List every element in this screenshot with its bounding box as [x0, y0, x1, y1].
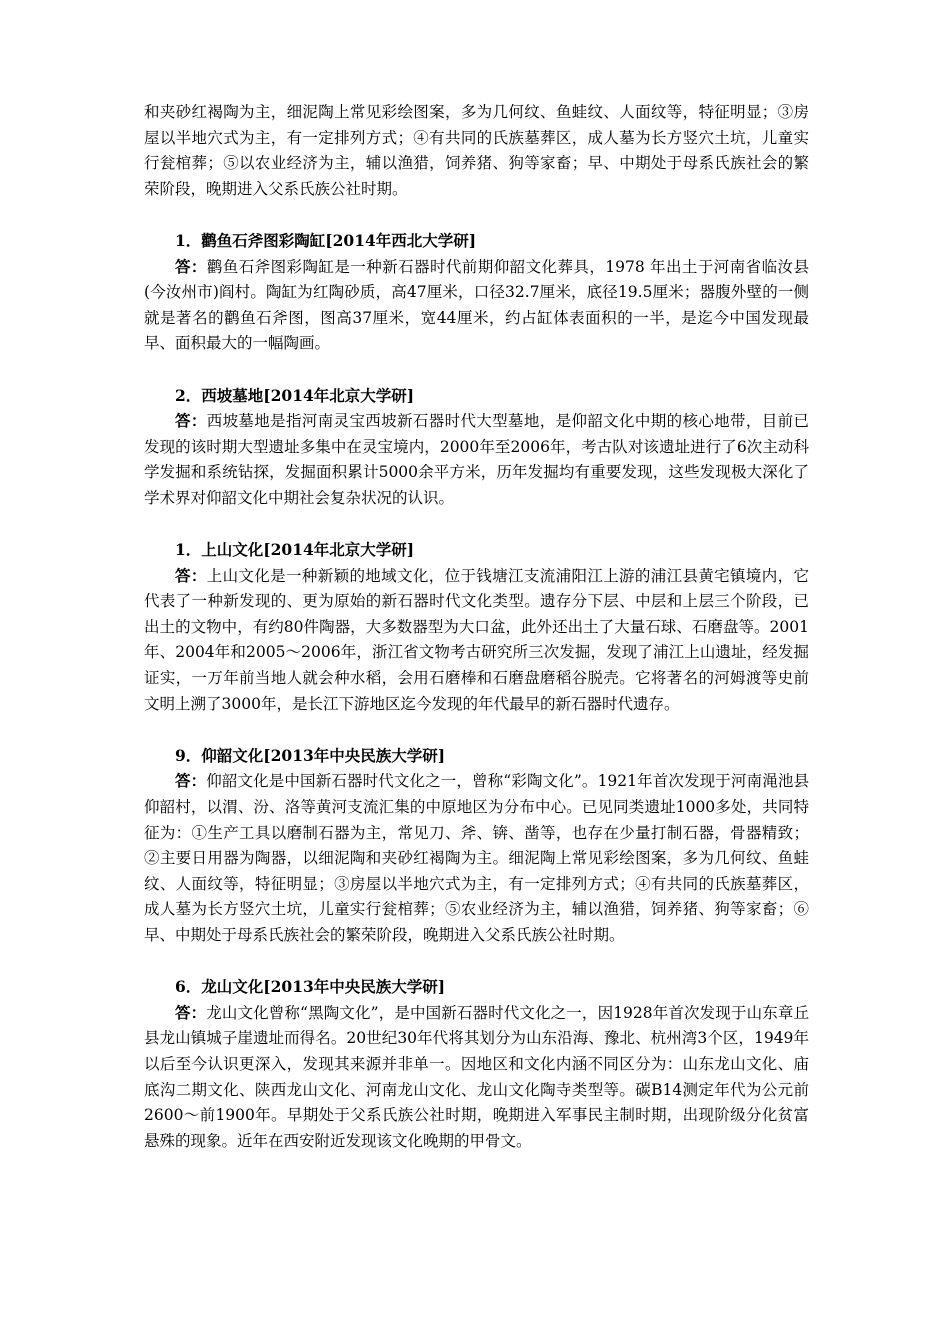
entry-heading-2: 2．西坡墓地[2014年北京大学研] [175, 385, 415, 405]
answer-label: 答： [175, 771, 207, 791]
answer-label: 答： [175, 411, 207, 431]
answer-text: 西坡墓地是指河南灵宝西坡新石器时代大型墓地，是仰韶文化中期的核心地带，目前已发现的该时期大型遗址多集中在灵宝境内，2000年至2006年，考古队对该遗址进行了6次主动科学发掘和系统钻探，发掘面积累计5000余平方米，历年发掘均有重要发现，这些发现极大深化了学术界对仰韶文化中期社会复杂状况的认识。 [144, 412, 809, 507]
entry-answer-5 [144, 1000, 809, 1155]
answer-text: 鹳鱼石斧图彩陶缸是一种新石器时代前期仰韶文化葬具，1978 年出土于河南省临汝县(今汝州市)阎村。陶缸为红陶砂质，高47厘米，口径32.7厘米，底径19.5厘米；器腹外壁的一侧就是著名的鹳鱼石斧图，图高37厘米，宽44厘米，约占缸体表面积的一半，是迄今中国发现最早、面积最大的一幅陶画。 [144, 257, 809, 353]
entry-heading-4: 9．仰韶文化[2013年中央民族大学研] [175, 745, 446, 765]
entry-answer-3 [144, 563, 809, 718]
entry-heading-1: 1．鹳鱼石斧图彩陶缸[2014年西北大学研] [175, 230, 477, 250]
answer-label: 答： [175, 256, 207, 276]
entry-answer-2 [144, 408, 809, 511]
entry-answer-1 [144, 254, 809, 357]
answer-text: 上山文化是一种新颖的地域文化，位于钱塘江支流浦阳江上游的浦江县黄宅镇境内，它代表了一种新发现的、更为原始的新石器时代文化类型。遗存分下层、中层和上层三个阶段，已出土的文物中，有约80件陶器，大多数器型为大口盆，此外还出土了大量石球、石磨盘等。2001年、2004年和2005～2006年，浙江省文物考古研究所三次发掘，发现了浦江上山遗址，经发掘证实，一万年前当地人就会种水稻，会用石磨棒和石磨盘磨稻谷脱壳。它将著名的河姆渡等史前文明上溯了3000年，是长江下游地区迄今发现的年代最早的新石器时代遗存。 [144, 566, 809, 713]
entry-answer-4 [144, 768, 809, 948]
answer-text: 仰韶文化是中国新石器时代文化之一，曾称“彩陶文化”。1921年首次发现于河南渑池县仰韶村，以渭、汾、洛等黄河支流汇集的中原地区为分布中心。已见同类遗址1000多处，共同特征为：①生产工具以磨制石器为主，常见刀、斧、锛、凿等，也存在少量打制石器，骨器精致；②主要日用器为陶器，以细泥陶和夹砂红褐陶为主。细泥陶上常见彩绘图案，多为几何纹、鱼蛙纹、人面纹等，特征明显；③房屋以半地穴式为主，有一定排列方式；④有共同的氏族墓葬区，成人墓为长方竖穴土坑，儿童实行瓮棺葬；⑤农业经济为主，辅以渔猎，饲养猪、狗等家畜；⑥早、中期处于母系氏族社会的繁荣阶段，晚期进入父系氏族公社时期。 [144, 772, 809, 944]
answer-label: 答： [175, 565, 207, 585]
answer-label: 答： [175, 1002, 207, 1022]
document-page [144, 100, 809, 1154]
entry-heading-5: 6．龙山文化[2013年中央民族大学研] [175, 977, 446, 997]
entry-heading-3: 1．上山文化[2014年北京大学研] [175, 540, 415, 560]
answer-text: 龙山文化曾称“黑陶文化”，是中国新石器时代文化之一，因1928年首次发现于山东章丘县龙山镇城子崖遗址而得名。20世纪30年代将其划分为山东沿海、豫北、杭州湾3个区，1949年以后至今认识更深入，发现其来源并非单一。因地区和文化内涵不同区分为：山东龙山文化、庙底沟二期文化、陕西龙山文化、河南龙山文化、龙山文化陶寺类型等。碳B14测定年代为公元前2600～前1900年。早期处于父系氏族公社时期，晚期进入军事民主制时期，出现阶级分化贫富悬殊的现象。近年在西安附近发现该文化晚期的甲骨文。 [144, 1003, 809, 1150]
intro-paragraph: 和夹砂红褐陶为主，细泥陶上常见彩绘图案，多为几何纹、鱼蛙纹、人面纹等，特征明显；③房屋以半地穴式为主，有一定排列方式；④有共同的氏族墓葬区，成人墓为长方竖穴土坑，儿童实行瓮棺葬；⑤以农业经济为主，辅以渔猎，饲养猪、狗等家畜；早、中期处于母系氏族社会的繁荣阶段，晚期进入父系氏族公社时期。 [144, 103, 809, 198]
